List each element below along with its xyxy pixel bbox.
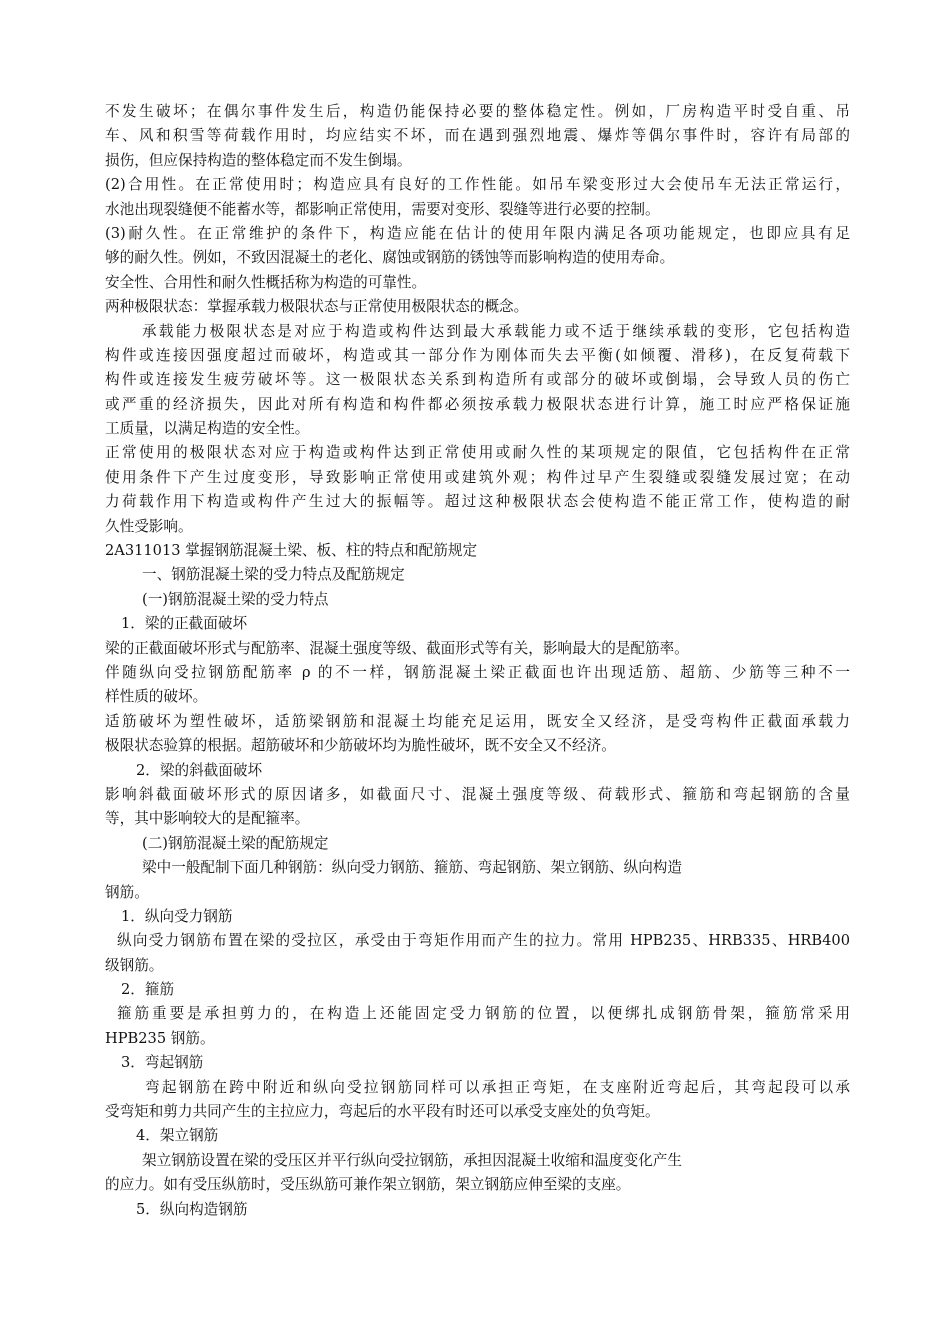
text-line: 损伤，但应保持构造的整体稳定而不发生倒塌。: [105, 151, 412, 169]
text-line: 受弯矩和剪力共同产生的主拉应力，弯起后的水平段有时还可以承受支座处的负弯矩。: [105, 1103, 660, 1121]
text-line: 久性受影响。: [105, 517, 193, 535]
item-heading: 1．梁的正截面破坏: [121, 615, 248, 633]
text-line: 正常使用的极限状态对应于构造或构件达到正常使用或耐久性的某项规定的限值，它包括构件在正常: [105, 444, 850, 462]
section-heading: 2A311013 掌握钢筋混凝土梁、板、柱的特点和配筋规定: [105, 542, 478, 560]
paragraph-first-line: 架立钢筋设置在梁的受压区并平行纵向受拉钢筋，承担因混凝土收缩和温度变化产生: [142, 1151, 682, 1169]
text-line: 两种极限状态：掌握承载力极限状态与正常使用极限状态的概念。: [105, 298, 529, 316]
item-heading: 2．梁的斜截面破坏: [136, 761, 263, 779]
text-line: 使用条件下产生过度变形，导致影响正常使用或建筑外观；构件过早产生裂缝或裂缝发展过宽；在动: [105, 468, 850, 486]
item-heading: 1．纵向受力钢筋: [121, 907, 233, 925]
text-line: 水池出现裂缝便不能蓄水等，都影响正常使用，需要对变形、裂缝等进行必要的控制。: [105, 200, 660, 218]
subsection-heading: (一)钢筋混凝土梁的受力特点: [142, 590, 329, 608]
subsection-heading: (二)钢筋混凝土梁的配筋规定: [142, 834, 329, 852]
text-line: 不发生破坏；在偶尔事件发生后，构造仍能保持必要的整体稳定性。例如，厂房构造平时受自重、吊: [105, 103, 850, 120]
text-line: (2)合用性。在正常使用时；构造应具有良好的工作性能。如吊车梁变形过大会使吊车无法正常运行，: [105, 176, 850, 194]
text-line: 级钢筋。: [105, 956, 164, 974]
paragraph-first-line: 承载能力极限状态是对应于构造或构件达到最大承载能力或不适于继续承载的变形，它包括构造: [142, 322, 850, 340]
text-line: 适筋破坏为塑性破坏，适筋梁钢筋和混凝土均能充足运用，既安全又经济，是受弯构件正截面承载力: [105, 712, 850, 730]
text-line: 工质量，以满足构造的安全性。: [105, 420, 310, 438]
paragraph-first-line: 箍筋重要是承担剪力的，在构造上还能固定受力钢筋的位置，以便绑扎成钢筋骨架，箍筋常采用: [117, 1005, 850, 1023]
text-line: 构件或连接发生疲劳破坏等。这一极限状态关系到构造所有或部分的破坏或倒塌，会导致人员的伤亡: [105, 371, 850, 389]
text-line: 力荷载作用下构造或构件产生过大的振幅等。超过这种极限状态会使构造不能正常工作，使构造的耐: [105, 493, 850, 511]
text-line: 梁的正截面破坏形式与配筋率、混凝土强度等级、截面形式等有关，影响最大的是配筋率。: [105, 639, 689, 657]
text-line: 影响斜截面破坏形式的原因诸多，如截面尺寸、混凝土强度等级、荷载形式、箍筋和弯起钢筋的含量: [105, 785, 850, 803]
item-heading: 2．箍筋: [121, 981, 175, 999]
item-heading: 5．纵向构造钢筋: [136, 1200, 248, 1218]
text-line: 安全性、合用性和耐久性概括称为构造的可靠性。: [105, 273, 427, 291]
text-line: HPB235 钢筋。: [105, 1029, 215, 1047]
paragraph-first-line: 梁中一般配制下面几种钢筋：纵向受力钢筋、箍筋、弯起钢筋、架立钢筋、纵向构造: [142, 859, 682, 877]
text-line: 钢筋。: [105, 883, 149, 901]
paragraph-first-line: 弯起钢筋在跨中附近和纵向受拉钢筋同样可以承担正弯矩，在支座附近弯起后，其弯起段可以承: [145, 1078, 850, 1096]
text-line: 车、风和积雪等荷载作用时，均应结实不坏，而在遇到强烈地震、爆炸等偶尔事件时，容许有局部的: [105, 127, 850, 145]
text-line: 伴随纵向受拉钢筋配筋率 ρ 的不一样，钢筋混凝土梁正截面也许出现适筋、超筋、少筋等三种不一: [105, 663, 850, 681]
paragraph-first-line: 纵向受力钢筋布置在梁的受拉区，承受由于弯矩作用而产生的拉力。常用 HPB235、HRB335、HRB400: [117, 932, 850, 950]
item-heading: 4．架立钢筋: [136, 1127, 219, 1145]
text-line: 够的耐久性。例如，不致因混凝土的老化、腐蚀或钢筋的锈蚀等而影响构造的使用寿命。: [105, 249, 675, 267]
item-heading: 3．弯起钢筋: [121, 1054, 204, 1072]
subsection-heading: 一、钢筋混凝土梁的受力特点及配筋规定: [142, 566, 405, 584]
document-body: [105, 100, 850, 1222]
text-line: 样性质的破坏。: [105, 688, 208, 706]
text-line: 构件或连接因强度超过而破坏，构造或其一部分作为刚体而失去平衡(如倾覆、滑移)，在反复荷载下: [105, 346, 850, 364]
text-line: 等，其中影响较大的是配箍率。: [105, 810, 310, 828]
text-line: 的应力。如有受压纵筋时，受压纵筋可兼作架立钢筋，架立钢筋应伸至梁的支座。: [105, 1176, 631, 1194]
text-line: 或严重的经济损失，因此对所有构造和构件都必须按承载力极限状态进行计算，施工时应严格保证施: [105, 395, 850, 413]
text-line: 极限状态验算的根据。超筋破坏和少筋破坏均为脆性破坏，既不安全又不经济。: [105, 737, 616, 755]
text-line: (3)耐久性。在正常维护的条件下，构造应能在估计的使用年限内满足各项功能规定，也即应具有足: [105, 224, 850, 242]
